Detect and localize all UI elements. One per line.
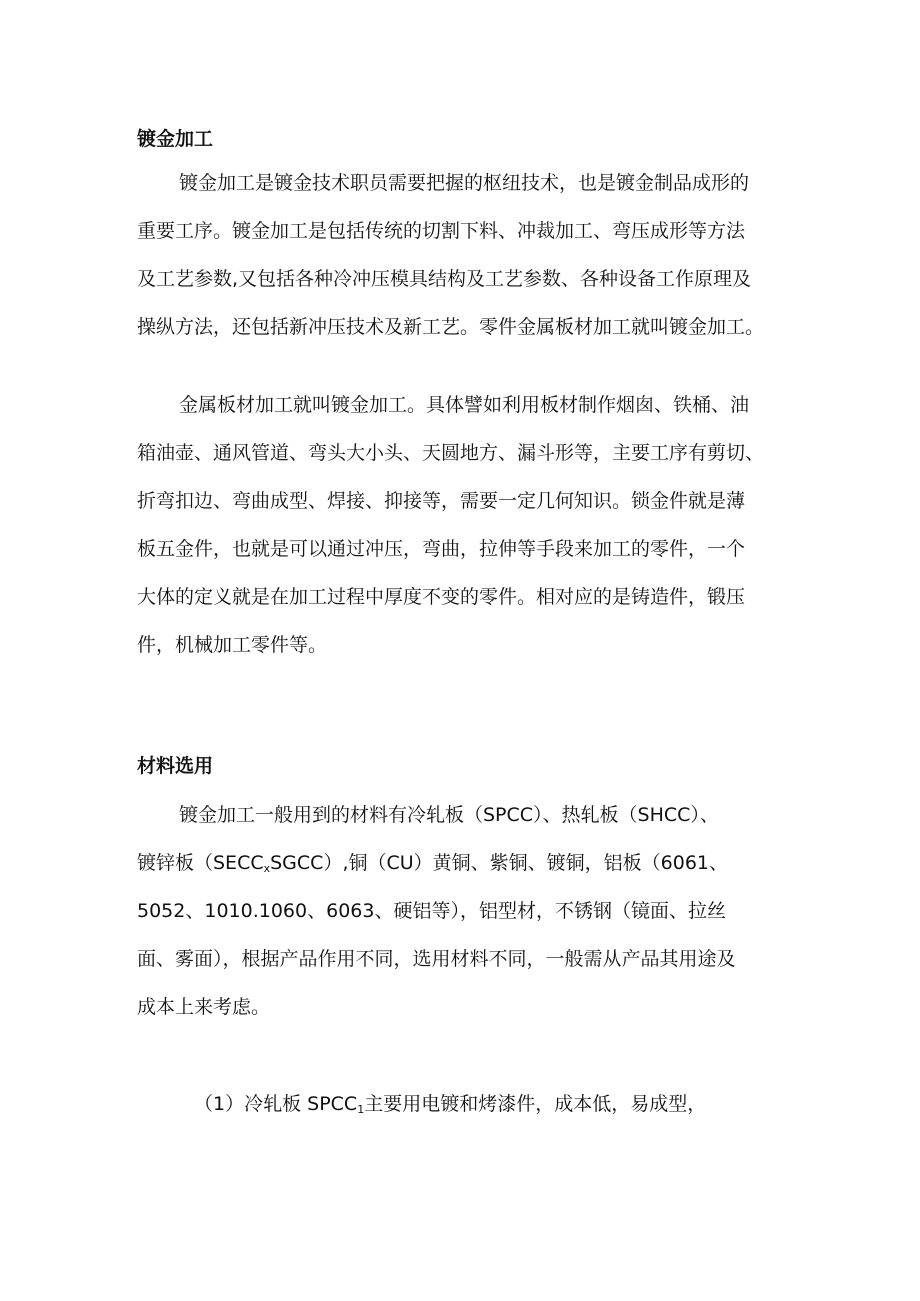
paragraph-line: 5052、1010.1060、6063、硬铝等），铝型材，不锈钢（镜面、拉丝 — [137, 900, 726, 922]
paragraph-line: 操纵方法，还包括新冲压技术及新工艺。零件金属板材加工就叫镀金加工。 — [137, 316, 765, 338]
paragraph-line: 镀金加工一般用到的材料有冷轧板（SPCC）、热轧板（SHCC）、 — [179, 804, 719, 826]
paragraph-line: 重要工序。镀金加工是包括传统的切割下料、冲裁加工、弯压成形等方法 — [137, 220, 746, 242]
paragraph-line: 及工艺参数,又包括各种冷冲压模具结构及工艺参数、各种设备工作原理及 — [137, 268, 752, 290]
text-fragment: （1）冷轧板 SPCC — [194, 1093, 358, 1115]
paragraph-line: 板五金件，也就是可以通过冲压，弯曲，拉伸等手段来加工的零件，一个 — [137, 538, 746, 560]
section-heading-sheet-metal: 镀金加工 — [137, 128, 214, 150]
paragraph-line: 镀金加工是镀金技术职员需要把握的枢纽技术，也是镀金制品成形的 — [179, 172, 750, 194]
paragraph-line: 金属板材加工就叫镀金加工。具体譬如利用板材制作烟囱、铁桶、油 — [179, 394, 750, 416]
section-heading-material-selection: 材料选用 — [137, 755, 214, 777]
list-item — [194, 1092, 706, 1116]
text-fragment: SGCC）,铜（CU）黄铜、紫铜、镀铜，铝板（6061、 — [270, 852, 729, 874]
text-fragment: 主要用电镀和烤漆件，成本低，易成型， — [364, 1093, 707, 1115]
subscript: x — [263, 862, 271, 875]
paragraph-line: 成本上来考虑。 — [137, 996, 271, 1018]
text-fragment: 镀锌板（SECC — [137, 852, 264, 874]
paragraph-line: 折弯扣边、弯曲成型、焊接、抑接等，需要一定几何知识。锁金件就是薄 — [137, 490, 746, 512]
paragraph-line: 大体的定义就是在加工过程中厚度不变的零件。相对应的是铸造件，锻压 — [137, 586, 746, 608]
subscript: 1 — [357, 1103, 365, 1116]
paragraph-line: 面、雾面），根据产品作用不同，选用材料不同，一般需从产品其用途及 — [137, 948, 736, 970]
paragraph-line: 箱油壶、通风管道、弯头大小头、天圆地方、漏斗形等，主要工序有剪切、 — [137, 442, 765, 464]
paragraph-line: 件，机械加工零件等。 — [137, 634, 328, 656]
paragraph-line — [137, 851, 728, 875]
